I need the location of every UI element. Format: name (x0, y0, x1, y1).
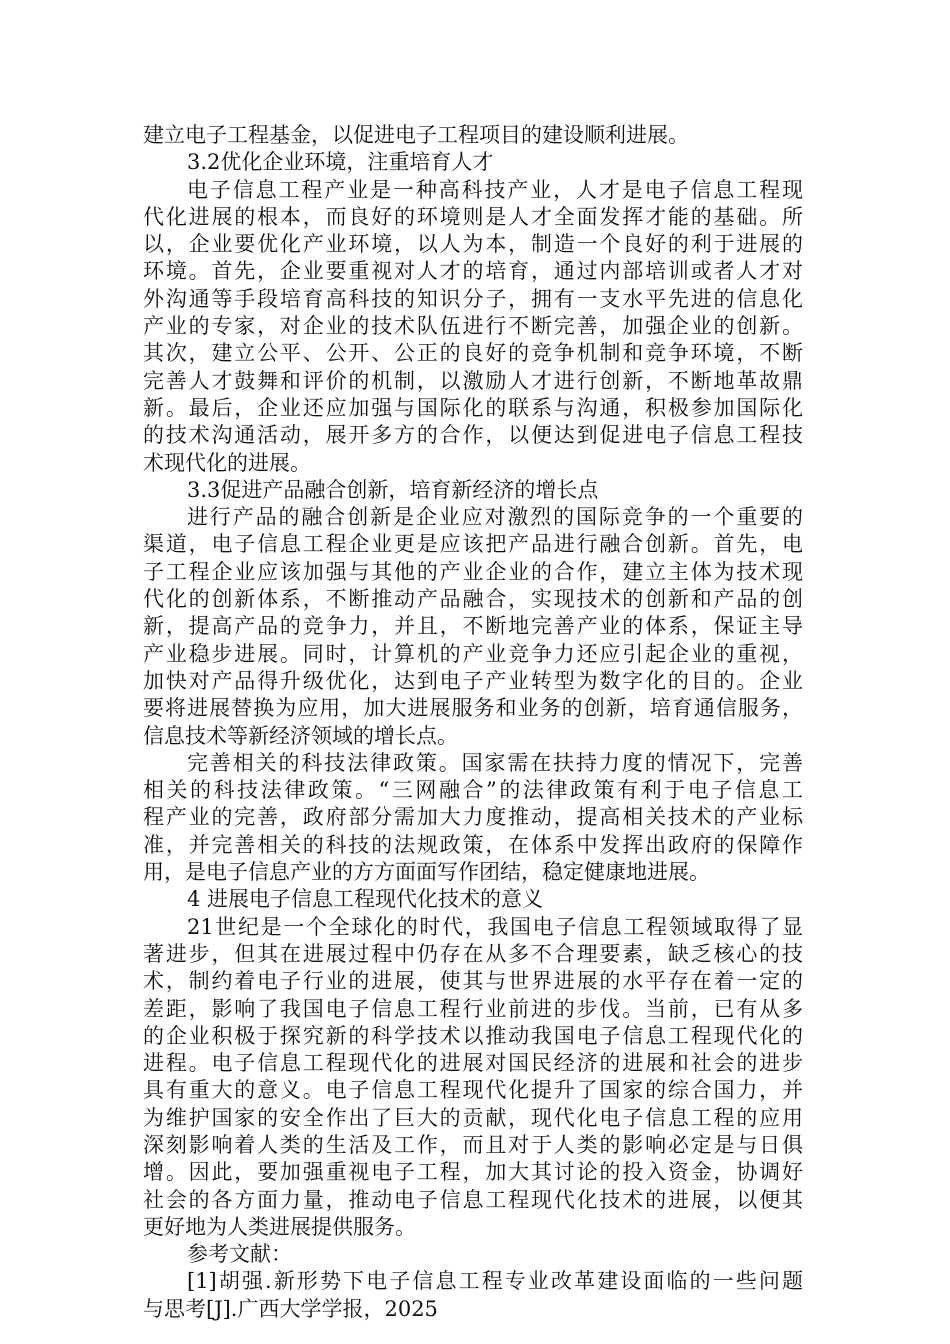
text-line: 3.3促进产品融合创新，培育新经济的增长点 (187, 477, 599, 502)
text-line: 渠道，电子信息工程企业更是应该把产品进行融合创新。首先，电 (143, 532, 803, 557)
text-line: 电子信息工程产业是一种高科技产业，人才是电子信息工程现 (187, 177, 803, 202)
text-line: 著进步，但其在进展过程中仍存在从多不合理要素，缺乏核心的技 (143, 941, 803, 966)
text-line: 用，是电子信息产业的方方面面写作团结，稳定健康地进展。 (143, 860, 710, 885)
text-line: 环境。首先，企业要重视对人才的培育，通过内部培训或者人才对 (143, 259, 803, 284)
text-line: 新，提高产品的竞争力，并且，不断地完善产业的体系，保证主导 (143, 614, 803, 639)
text-line: 3.2优化企业环境，注重培育人才 (187, 150, 494, 175)
text-line: 代化的创新体系，不断推动产品融合，实现技术的创新和产品的创 (143, 587, 803, 612)
text-line: 进行产品的融合创新是企业应对激烈的国际竞争的一个重要的 (187, 505, 803, 530)
text-line: 其次，建立公平、公开、公正的良好的竞争机制和竞争环境，不断 (143, 341, 803, 366)
text-line: 具有重大的意义。电子信息工程现代化提升了国家的综合国力，并 (143, 1078, 803, 1103)
text-line: 更好地为人类进展提供服务。 (143, 1214, 416, 1239)
text-line: 深刻影响着人类的生活及工作，而且对于人类的影响必定是与日俱 (143, 1132, 803, 1157)
text-line: 产业稳步进展。同时，计算机的产业竞争力还应引起企业的重视， (143, 641, 803, 666)
text-line: 的技术沟通活动，展开多方的合作，以便达到促进电子信息工程技 (143, 423, 803, 448)
text-line: 准，并完善相关的科技的法规政策，在体系中发挥出政府的保障作 (143, 832, 803, 857)
text-line: 增。因此，要加强重视电子工程，加大其讨论的投入资金，协调好 (143, 1160, 803, 1185)
text-line: 建立电子工程基金，以促进电子工程项目的建设顺利进展。 (143, 123, 689, 147)
text-line: 新。最后，企业还应加强与国际化的联系与沟通，积极参加国际化 (143, 395, 803, 420)
text-line: 代化进展的根本，而良好的环境则是人才全面发挥才能的基础。所 (143, 204, 803, 229)
text-line: 的企业积极于探究新的科学技术以推动我国电子信息工程现代化的 (143, 1023, 803, 1048)
text-line: 完善相关的科技法律政策。国家需在扶持力度的情况下，完善 (187, 750, 803, 775)
text-line: 差距，影响了我国电子信息工程行业前进的步伐。当前，已有从多 (143, 996, 803, 1021)
text-line: 术现代化的进展。 (143, 450, 311, 475)
text-line: 子工程企业应该加强与其他的产业企业的合作，建立主体为技术现 (143, 559, 803, 584)
text-line: 21世纪是一个全球化的时代，我国电子信息工程领域取得了显 (187, 914, 803, 939)
text-line: 完善人才鼓舞和评价的机制，以激励人才进行创新，不断地革故鼎 (143, 368, 803, 393)
document-body (143, 122, 803, 1323)
text-line: 为维护国家的安全作出了巨大的贡献，现代化电子信息工程的应用 (143, 1105, 803, 1130)
text-line: 外沟通等手段培育高科技的知识分子，拥有一支水平先进的信息化 (143, 286, 803, 311)
text-line: 4 进展电子信息工程现代化技术的意义 (187, 887, 544, 912)
text-line: 参考文献： (187, 1242, 292, 1267)
text-line: 术，制约着电子行业的进展，使其与世界进展的水平存在着一定的 (143, 969, 803, 994)
text-line: 程产业的完善，政府部分需加大力度推动，提高相关技术的产业标 (143, 805, 803, 830)
text-line: [1]胡强.新形势下电子信息工程专业改革建设面临的一些问题 (187, 1269, 803, 1294)
text-line: 要将进展替换为应用，加大进展服务和业务的创新，培育通信服务， (143, 696, 803, 721)
text-line: 以，企业要优化产业环境，以人为本，制造一个良好的利于进展的 (143, 232, 803, 257)
text-line: 与思考[J].广西大学学报，2025 (143, 1296, 438, 1321)
text-line: 社会的各方面力量，推动电子信息工程现代化技术的进展，以便其 (143, 1187, 803, 1212)
text-line: 进程。电子信息工程现代化的进展对国民经济的进展和社会的进步 (143, 1051, 803, 1076)
text-line: 加快对产品得升级优化，达到电子产业转型为数字化的目的。企业 (143, 668, 803, 693)
text-line: 相关的科技法律政策。“三网融合”的法律政策有利于电子信息工 (143, 778, 803, 803)
text-line: 产业的专家，对企业的技术队伍进行不断完善，加强企业的创新。 (143, 314, 803, 339)
text-line: 信息技术等新经济领域的增长点。 (143, 723, 458, 748)
